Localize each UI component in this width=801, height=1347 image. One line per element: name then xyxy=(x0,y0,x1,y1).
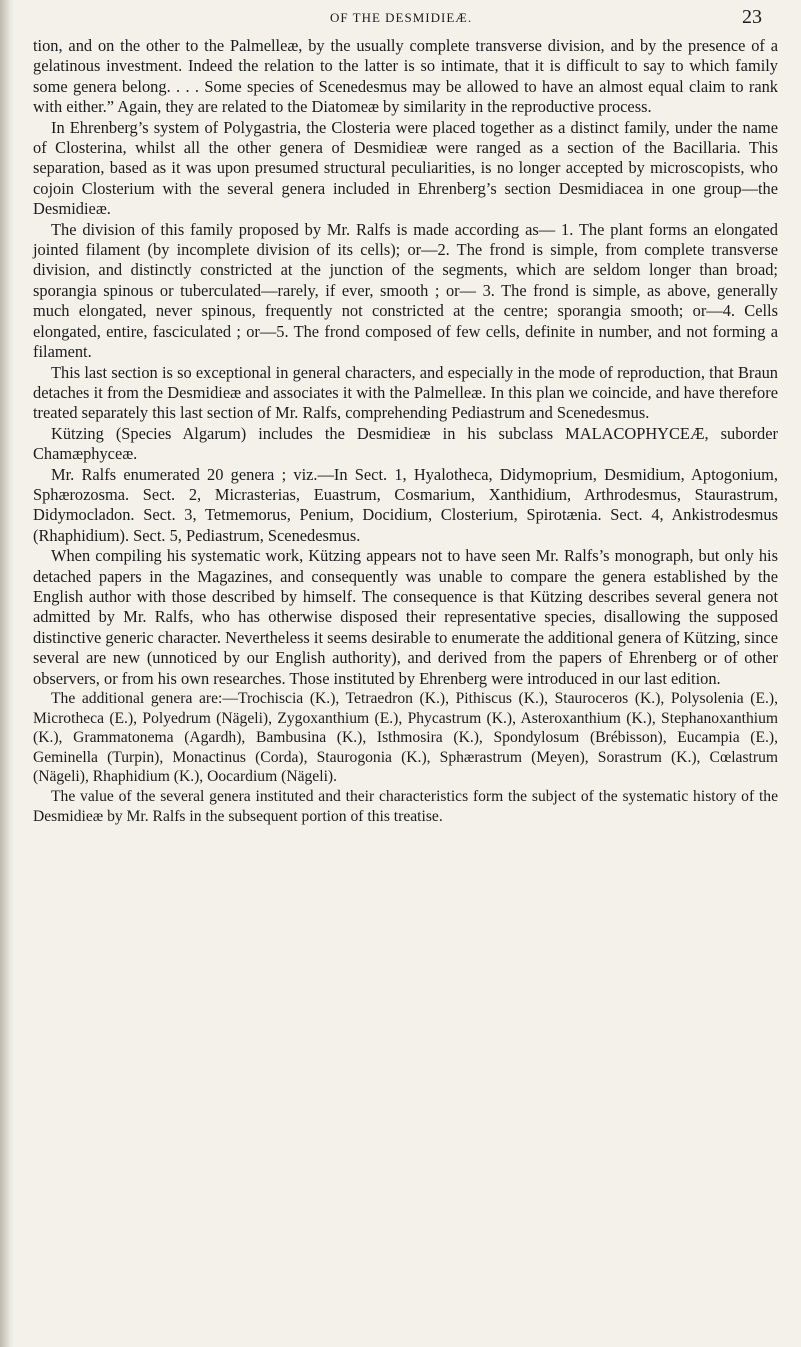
paragraph: This last section is so exceptional in general characters, and especially in the mode of reproduction, that Braun detaches it from the Desmidieæ and associates it with the Palmelleæ. In this plan we coincide, and have therefore treated separately this last section of Mr. Ralfs, comprehending Pediastrum and Scenedesmus. xyxy=(33,362,778,423)
paragraph: In Ehrenberg’s system of Polygastria, the Closteria were placed together as a distinct family, under the name of Closterina, whilst all the other genera of Desmidieæ were ranged as a section of the Bacillaria. This separation, based as it was upon presumed structural peculiarities, is no longer accepted by microscopists, who cojoin Closterium with the several genera included in Ehrenberg’s section Desmidiacea in one group—the Desmidieæ. xyxy=(33,117,778,219)
paragraph: Kützing (Species Algarum) includes the Desmidieæ in his subclass MALACOPHYCEÆ, suborder Chamæphyceæ. xyxy=(33,423,778,464)
body-text xyxy=(33,36,778,826)
paragraph: The division of this family proposed by Mr. Ralfs is made according as— 1. The plant forms an elongated jointed filament (by incomplete division of its cells); or—2. The frond is simple, from complete transverse division, and distinctly constricted at the junction of the segments, which are seldom longer than broad; sporangia spinous or tuberculated—rarely, if ever, smooth ; or— 3. The frond is simple, as above, generally much elongated, never spinous, frequently not constricted at the centre; sporangia smooth; or—4. Cells elongated, entire, fasciculated ; or—5. The frond composed of few cells, definite in number, and not forming a filament. xyxy=(33,219,778,362)
paragraph: The additional genera are:—Trochiscia (K.), Tetraedron (K.), Pithiscus (K.), Stauroceros (K.), Polysolenia (E.), Microtheca (E.), Polyedrum (Nägeli), Zygoxanthium (E.), Phycastrum (K.), Asteroxanthium (K.), Stephanoxanthium (K.), Grammatonema (Agardh), Bambusina (K.), Isthmosira (K.), Spondylosum (Brébisson), Eucampia (E.), Geminella (Turpin), Monactinus (Corda), Staurogonia (K.), Sphærastrum (Meyen), Sorastrum (K.), Cœlastrum (Nägeli), Rhaphidium (K.), Oocardium (Nägeli). xyxy=(33,690,778,786)
paragraph: Mr. Ralfs enumerated 20 genera ; viz.—In Sect. 1, Hyalotheca, Didymoprium, Desmidium, Aptogonium, Sphærozosma. Sect. 2, Micrasterias, Euastrum, Cosmarium, Xanthidium, Arthrodesmus, Staurastrum, Didymocladon. Sect. 3, Tetmemorus, Penium, Docidium, Closterium, Spirotænia. Sect. 4, Ankistrodesmus (Rhaphidium). Sect. 5, Pediastrum, Scenedesmus. xyxy=(33,464,778,545)
paragraph: tion, and on the other to the Palmelleæ, by the usually complete transverse division, and by the presence of a gelatinous investment. Indeed the relation to the latter is so intimate, that it is difficult to say to which family some genera belong. . . . Some species of Scenedesmus may be allowed to have an almost equal claim to rank with either.” Again, they are related to the Diatomeæ by similarity in the reproductive process. xyxy=(33,36,778,117)
gutter-shadow xyxy=(0,0,14,1347)
page-number: 23 xyxy=(742,6,762,28)
paragraph: When compiling his systematic work, Kützing appears not to have seen Mr. Ralfs’s monograph, but only his detached papers in the Magazines, and consequently was unable to compare the genera established by the English author with those described by himself. The consequence is that Kützing describes several genera not admitted by Mr. Ralfs, who has otherwise disposed their representative species, disallowing the supposed distinctive generic character. Nevertheless it seems desirable to enumerate the additional genera of Kützing, since several are new (unnoticed by our English authority), and derived from the papers of Ehrenberg or of other observers, or from his own researches. Those instituted by Ehrenberg were introduced in our last edition. xyxy=(33,546,778,688)
running-head: OF THE DESMIDIEÆ. xyxy=(330,10,473,25)
paragraph: The value of the several genera instituted and their characteristics form the subject of the systematic history of the Desmidieæ by Mr. Ralfs in the subsequent portion of this treatise. xyxy=(33,787,778,825)
